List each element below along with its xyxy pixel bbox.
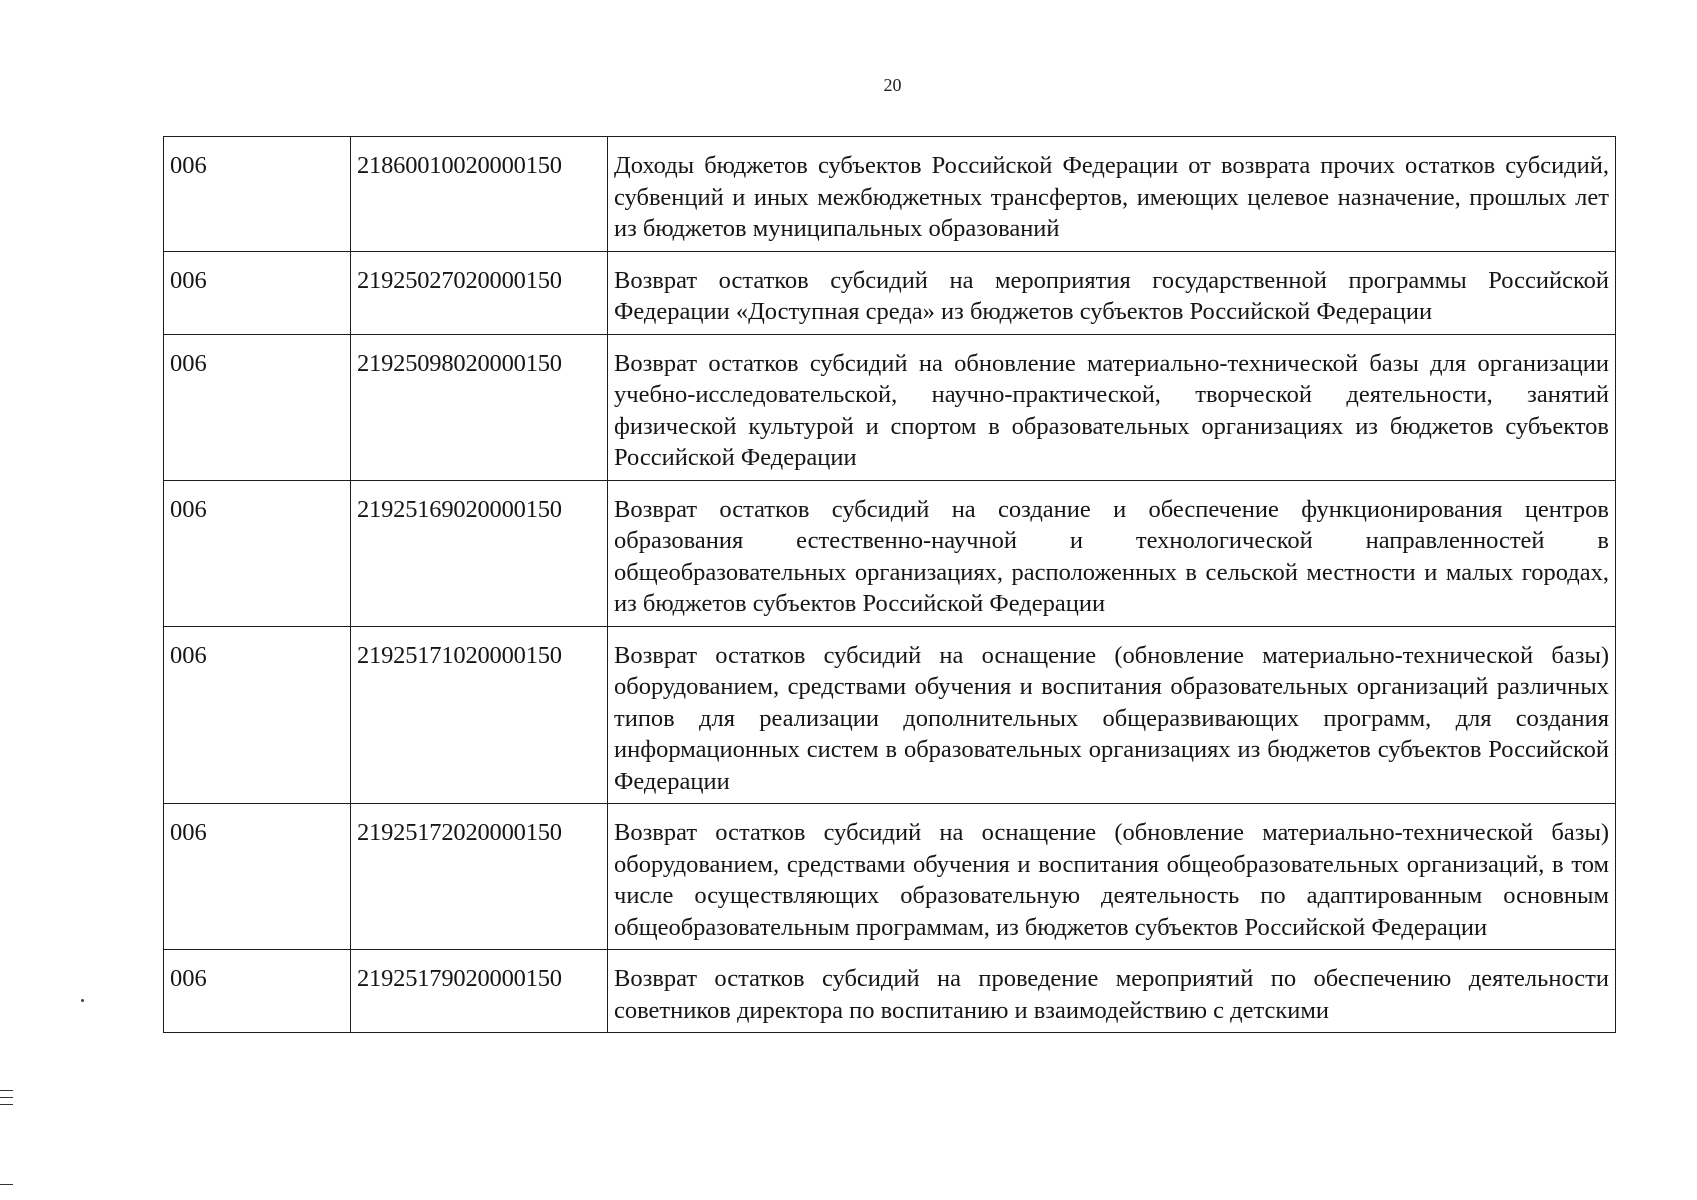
budget-code-cell: 21925169020000150 xyxy=(351,480,608,626)
table-row xyxy=(164,480,1616,626)
table-row xyxy=(164,251,1616,334)
margin-mark xyxy=(0,1184,13,1185)
scan-speck xyxy=(81,999,84,1002)
table-row xyxy=(164,950,1616,1033)
description-cell: Доходы бюджетов субъектов Российской Федерации от возврата прочих остатков субсидий, субвенций и иных межбюджетных трансфертов, имеющих целевое назначение, прошлых лет из бюджетов муниципальных образований xyxy=(608,137,1616,252)
description-cell: Возврат остатков субсидий на мероприятия государственной программы Российской Федерации «Доступная среда» из бюджетов субъектов Российской Федерации xyxy=(608,251,1616,334)
table-row xyxy=(164,626,1616,804)
margin-mark xyxy=(0,1090,13,1091)
admin-code-cell: 006 xyxy=(164,950,351,1033)
budget-code-cell: 21925171020000150 xyxy=(351,626,608,804)
budget-code-cell: 21925027020000150 xyxy=(351,251,608,334)
budget-codes-table xyxy=(163,136,1616,1033)
description-cell: Возврат остатков субсидий на проведение мероприятий по обеспечению деятельности советников директора по воспитанию и взаимодействию с детскими xyxy=(608,950,1616,1033)
margin-mark xyxy=(0,1104,13,1105)
budget-code-cell: 21925179020000150 xyxy=(351,950,608,1033)
table-row xyxy=(164,804,1616,950)
description-cell: Возврат остатков субсидий на оснащение (обновление материально-технической базы) оборудованием, средствами обучения и воспитания общеобразовательных организаций, в том числе осуществляющих образовательную деятельность по адаптированным основным общеобразовательным программам, из бюджетов субъектов Российской Федерации xyxy=(608,804,1616,950)
description-cell: Возврат остатков субсидий на оснащение (обновление материально-технической базы) оборудованием, средствами обучения и воспитания образовательных организаций различных типов для реализации дополнительных общеразвивающих программ, для создания информационных систем в образовательных организациях из бюджетов субъектов Российской Федерации xyxy=(608,626,1616,804)
budget-code-cell: 21925172020000150 xyxy=(351,804,608,950)
table-row xyxy=(164,137,1616,252)
admin-code-cell: 006 xyxy=(164,626,351,804)
margin-mark xyxy=(0,1097,13,1098)
budget-code-cell: 21860010020000150 xyxy=(351,137,608,252)
budget-code-cell: 21925098020000150 xyxy=(351,334,608,480)
admin-code-cell: 006 xyxy=(164,804,351,950)
admin-code-cell: 006 xyxy=(164,334,351,480)
admin-code-cell: 006 xyxy=(164,137,351,252)
table-row xyxy=(164,334,1616,480)
page-number: 20 xyxy=(883,75,902,95)
description-cell: Возврат остатков субсидий на обновление материально-технической базы для организации учебно-исследовательской, научно-практической, творческой деятельности, занятий физической культурой и спортом в образовательных организациях из бюджетов субъектов Российской Федерации xyxy=(608,334,1616,480)
admin-code-cell: 006 xyxy=(164,251,351,334)
description-cell: Возврат остатков субсидий на создание и обеспечение функционирования центров образования естественно-научной и технологической направленностей в общеобразовательных организациях, расположенных в сельской местности и малых городах, из бюджетов субъектов Российской Федерации xyxy=(608,480,1616,626)
admin-code-cell: 006 xyxy=(164,480,351,626)
